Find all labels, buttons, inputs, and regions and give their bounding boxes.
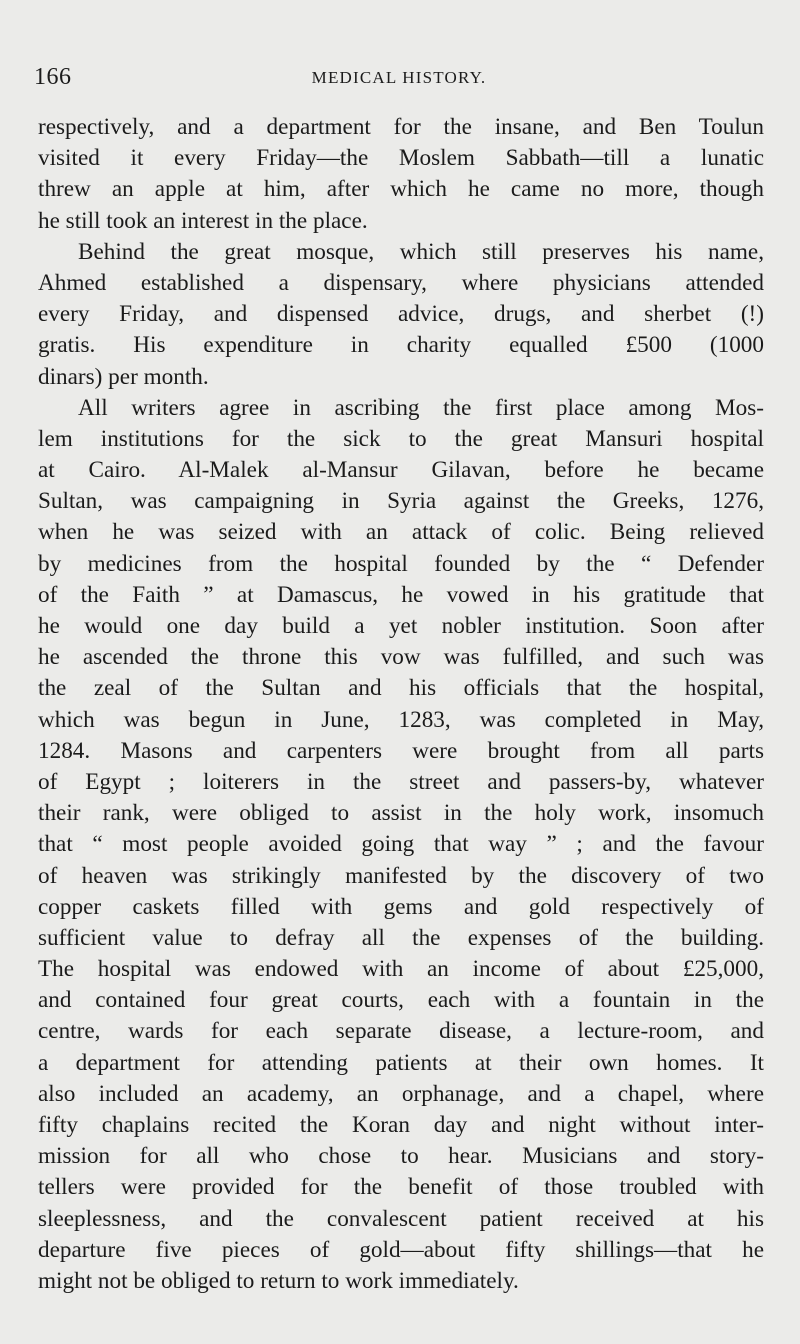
- text-line: a department for attending patients at their own homes. It: [38, 1049, 764, 1076]
- text-line: copper caskets filled with gems and gold respectively of: [38, 893, 764, 920]
- text-line: mission for all who chose to hear. Musicians and story-: [38, 1143, 764, 1170]
- text-line: All writers agree in ascribing the first place among Mos-: [78, 394, 764, 421]
- text-line: lem institutions for the sick to the great Mansuri hospital: [38, 425, 764, 452]
- text-line: might not be obliged to return to work immediately.: [38, 1267, 519, 1294]
- text-line: tellers were provided for the benefit of those troubled with: [38, 1174, 764, 1201]
- text-line: also included an academy, an orphanage, and a chapel, where: [38, 1080, 764, 1107]
- text-line: at Cairo. Al-Malek al-Mansur Gilavan, before he became: [38, 457, 764, 484]
- text-line: visited it every Friday—the Moslem Sabbath—till a lunatic: [38, 145, 764, 172]
- text-line: Behind the great mosque, which still preserves his name,: [78, 238, 764, 265]
- text-line: of heaven was strikingly manifested by the discovery of two: [38, 862, 764, 889]
- text-line: respectively, and a department for the insane, and Ben Toulun: [38, 114, 764, 140]
- text-line: sleeplessness, and the convalescent patient received at his: [38, 1205, 764, 1232]
- page-header: [34, 64, 764, 94]
- text-line: departure five pieces of gold—about fifty shillings—that he: [38, 1236, 764, 1263]
- text-line: fifty chaplains recited the Koran day and night without inter-: [38, 1112, 764, 1138]
- text-line: sufficient value to defray all the expenses of the building.: [38, 924, 764, 951]
- text-line: Sultan, was campaigning in Syria against the Greeks, 1276,: [38, 488, 764, 515]
- text-line: gratis. His expenditure in charity equalled £500 (1000: [38, 332, 764, 359]
- text-line: the zeal of the Sultan and his officials that the hospital,: [38, 675, 764, 702]
- text-line: which was begun in June, 1283, was completed in May,: [38, 706, 764, 733]
- text-line: 1284. Masons and carpenters were brought from all parts: [38, 737, 764, 764]
- page-number: 166: [34, 64, 72, 90]
- text-line: threw an apple at him, after which he came no more, though: [38, 176, 764, 203]
- text-line: The hospital was endowed with an income of about £25,000,: [38, 956, 764, 983]
- text-line: of Egypt ; loiterers in the street and passers-by, whatever: [38, 768, 764, 795]
- text-line: that “ most people avoided going that way ” ; and the favour: [38, 831, 764, 858]
- text-line: of the Faith ” at Damascus, he vowed in his gratitude that: [38, 581, 764, 608]
- body-text: [38, 112, 764, 1297]
- running-head: MEDICAL HISTORY.: [311, 68, 487, 87]
- text-line: he would one day build a yet nobler institution. Soon after: [38, 613, 764, 639]
- text-line: dinars) per month.: [38, 363, 209, 390]
- text-line: their rank, were obliged to assist in the holy work, insomuch: [38, 800, 764, 827]
- text-line: Ahmed established a dispensary, where physicians attended: [38, 269, 764, 296]
- text-line: every Friday, and dispensed advice, drugs, and sherbet (!): [38, 301, 764, 328]
- text-line: centre, wards for each separate disease, a lecture-room, and: [38, 1018, 764, 1045]
- text-line: when he was seized with an attack of colic. Being relieved: [38, 519, 764, 546]
- text-line: he still took an interest in the place.: [38, 207, 368, 234]
- text-line: by medicines from the hospital founded by the “ Defender: [38, 550, 764, 577]
- text-line: and contained four great courts, each with a fountain in the: [38, 987, 764, 1014]
- text-line: he ascended the throne this vow was fulfilled, and such was: [38, 644, 764, 671]
